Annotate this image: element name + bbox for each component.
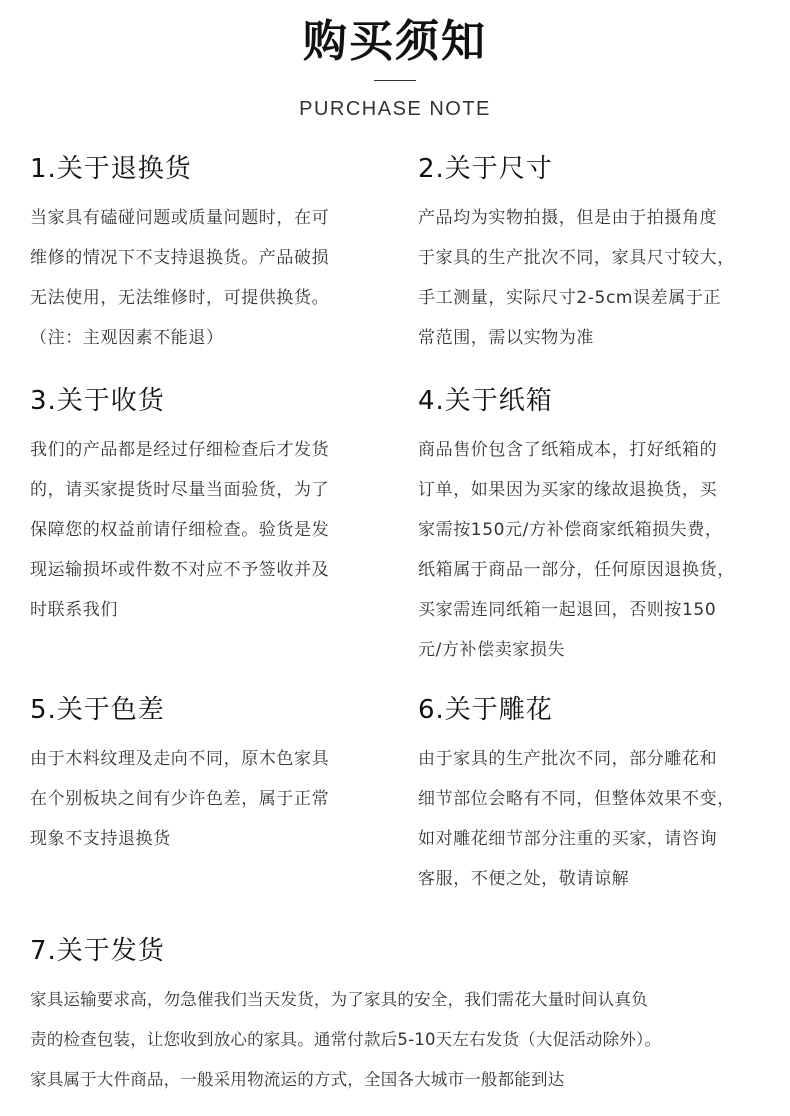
section-line: 商品售价包含了纸箱成本，打好纸箱的 bbox=[418, 440, 718, 460]
section-line: 的，请买家提货时尽量当面验货，为了 bbox=[30, 480, 330, 500]
section-line: 手工测量，实际尺寸2-5cm误差属于正 bbox=[418, 288, 722, 308]
section-line: 如对雕花细节部分注重的买家，请咨询 bbox=[418, 829, 718, 849]
section-carving bbox=[418, 693, 778, 899]
section-line: 维修的情况下不支持退换货。产品破损 bbox=[30, 248, 330, 268]
section-line: 无法使用，无法维修时，可提供换货。 bbox=[30, 288, 330, 308]
section-line: 买家需连同纸箱一起退回，否则按150 bbox=[418, 600, 717, 620]
section-title: 2.关于尺寸 bbox=[418, 154, 553, 184]
section-line: 当家具有磕碰问题或质量问题时，在可 bbox=[30, 208, 330, 228]
section-line: 时联系我们 bbox=[30, 600, 118, 620]
section-body bbox=[30, 430, 390, 630]
section-line: 于家具的生产批次不同，家具尺寸较大， bbox=[418, 248, 735, 268]
section-returns bbox=[30, 152, 390, 358]
section-receiving bbox=[30, 384, 390, 630]
page-subtitle: PURCHASE NOTE bbox=[299, 98, 491, 120]
section-body bbox=[30, 198, 390, 358]
page-title: 购买须知 bbox=[303, 16, 487, 67]
section-line: 由于家具的生产批次不同，部分雕花和 bbox=[418, 749, 718, 769]
section-line: 常范围，需以实物为准 bbox=[418, 328, 594, 348]
section-line: 客服，不便之处，敬请谅解 bbox=[418, 869, 630, 889]
title-divider bbox=[374, 80, 416, 81]
section-color-difference bbox=[30, 693, 390, 859]
section-body bbox=[30, 739, 390, 859]
section-line: 在个别板块之间有少许色差，属于正常 bbox=[30, 789, 330, 809]
section-line: 纸箱属于商品一部分，任何原因退换货， bbox=[418, 560, 735, 580]
section-line: 保障您的权益前请仔细检查。验货是发 bbox=[30, 520, 330, 540]
section-line: 现象不支持退换货 bbox=[30, 829, 171, 849]
section-title: 4.关于纸箱 bbox=[418, 386, 553, 416]
section-line: 产品均为实物拍摄，但是由于拍摄角度 bbox=[418, 208, 718, 228]
section-size bbox=[418, 152, 778, 358]
section-title: 3.关于收货 bbox=[30, 386, 165, 416]
section-cartons bbox=[418, 384, 778, 670]
section-line: 由于木料纹理及走向不同，原木色家具 bbox=[30, 749, 330, 769]
section-shipping bbox=[30, 934, 780, 1100]
section-line: 现运输损坏或件数不对应不予签收并及 bbox=[30, 560, 330, 580]
section-title: 7.关于发货 bbox=[30, 936, 165, 966]
section-line: 订单，如果因为买家的缘故退换货，买 bbox=[418, 480, 718, 500]
section-line: 细节部位会略有不同，但整体效果不变， bbox=[418, 789, 735, 809]
section-body bbox=[418, 739, 778, 899]
section-line: 家具运输要求高，勿急催我们当天发货，为了家具的安全，我们需花大量时间认真负 bbox=[30, 990, 648, 1009]
section-line: 家需按150元/方补偿商家纸箱损失费， bbox=[418, 520, 723, 540]
section-line: 我们的产品都是经过仔细检查后才发货 bbox=[30, 440, 330, 460]
section-title: 1.关于退换货 bbox=[30, 154, 192, 184]
section-body bbox=[30, 980, 780, 1100]
section-line: 责的检查包装，让您收到放心的家具。通常付款后5-10天左右发货（大促活动除外）。 bbox=[30, 1030, 662, 1049]
section-body bbox=[418, 430, 778, 670]
section-line: 元/方补偿卖家损失 bbox=[418, 640, 566, 660]
section-line: 家具属于大件商品，一般采用物流运的方式，全国各大城市一般都能到达 bbox=[30, 1070, 565, 1089]
section-line: （注：主观因素不能退） bbox=[30, 328, 224, 348]
section-body bbox=[418, 198, 778, 358]
section-title: 5.关于色差 bbox=[30, 695, 165, 725]
section-title: 6.关于雕花 bbox=[418, 695, 553, 725]
